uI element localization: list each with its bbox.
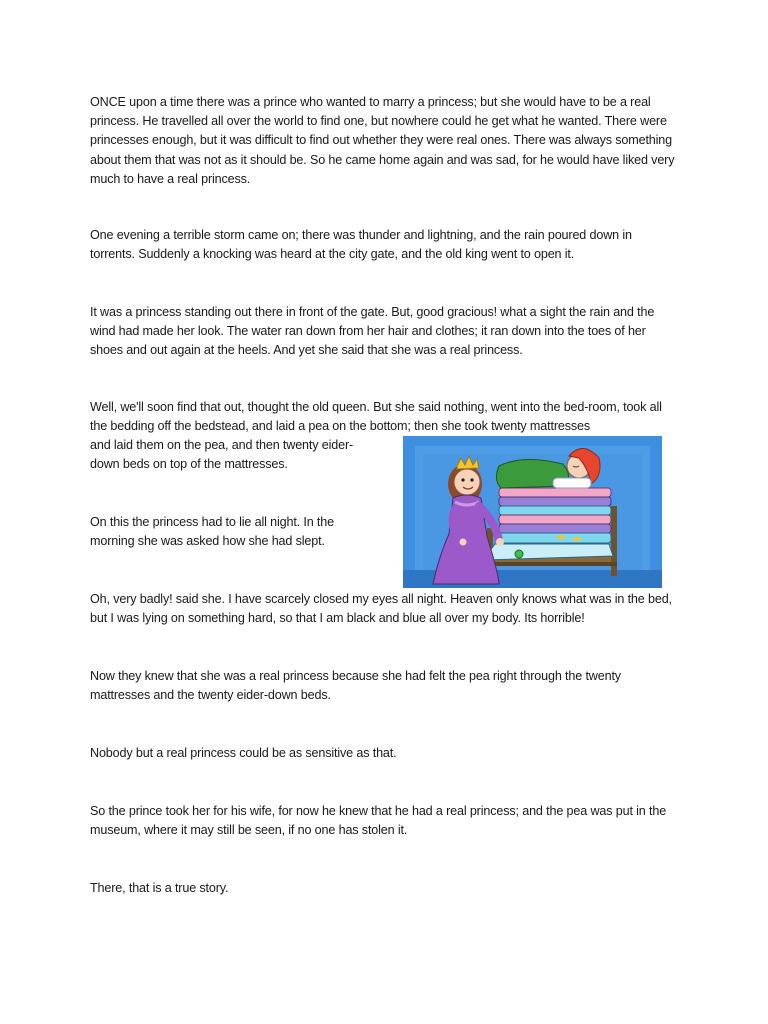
- princess-and-pea-illustration: [403, 436, 662, 588]
- story-paragraph-6: Oh, very badly! said she. I have scarcely closed my eyes all night. Heaven only knows what was in the bed, but I was lying on something hard, so that I am black and blue all over my body. Its horrible!: [90, 592, 672, 626]
- mattress-stack: [483, 488, 613, 560]
- story-paragraph-4-continued: and laid them on the pea, and then twenty eider-down beds on top of the mattresses.: [90, 438, 354, 472]
- story-paragraph-5: On this the princess had to lie all night. In the morning she was asked how she had slept.: [90, 515, 334, 549]
- story-paragraph-9: So the prince took her for his wife, for now he knew that he had a real princess; and the pea was put in the museum, where it may still be seen, if no one has stolen it.: [90, 804, 667, 838]
- story-paragraph-7: Now they knew that she was a real princess because she had felt the pea right through the twenty mattresses and the twenty eider-down beds.: [90, 669, 621, 703]
- story-paragraph-10: There, that is a true story.: [90, 881, 229, 895]
- story-paragraph-1: ONCE upon a time there was a prince who wanted to marry a princess; but she would have to be a real princess. He travelled all over the world to find one, but nowhere could he get what he wanted. There were princesses enough, but it was difficult to find out whether they were real ones. There was always something about them that was not as it should be. So he came home again and was sad, for he would have liked very much to have a real princess.: [90, 95, 675, 186]
- pea-icon: [515, 550, 523, 558]
- story-paragraph-8: Nobody but a real princess could be as sensitive as that.: [90, 746, 397, 760]
- story-paragraph-2: One evening a terrible storm came on; there was thunder and lightning, and the rain poured down in torrents. Suddenly a knocking was heard at the city gate, and the old king went to open it.: [90, 228, 632, 262]
- story-paragraph-3: It was a princess standing out there in front of the gate. But, good gracious! what a sight the rain and the wind had made her look. The water ran down from her hair and clothes; it ran down into the toes of her shoes and out again at the heels. And yet she said that she was a real princess.: [90, 305, 655, 358]
- story-paragraph-4: Well, we'll soon find that out, thought the old queen. But she said nothing, went into the bed-room, took all the bedding off the bedstead, and laid a pea on the bottom; then she took twenty mattresses: [90, 400, 662, 434]
